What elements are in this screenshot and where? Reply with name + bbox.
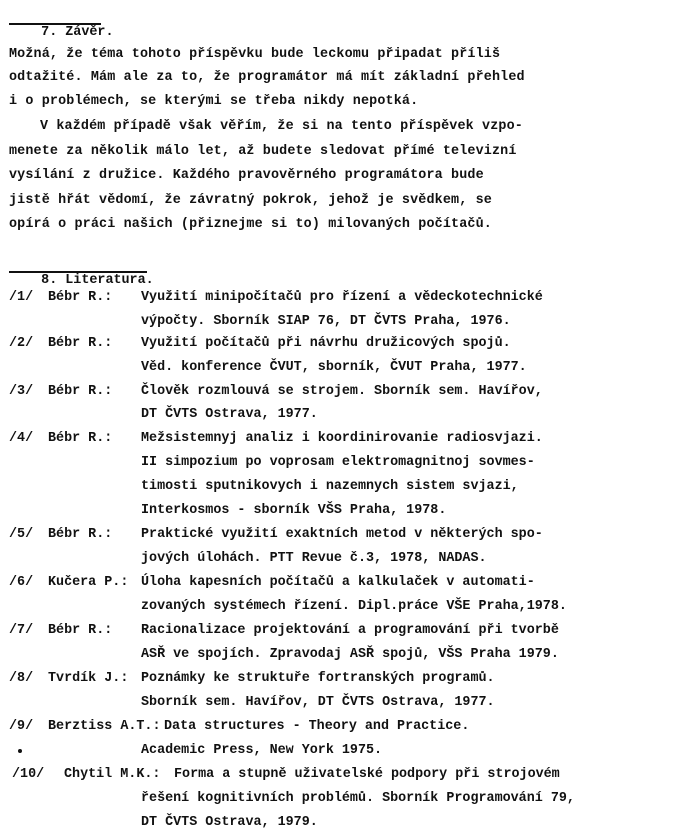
paragraph-line: menete za několik málo let, až budete sledovat přímé televizní xyxy=(9,144,517,159)
reference-text-line: výpočty. Sborník SIAP 76, DT ČVTS Praha, 1976. xyxy=(141,314,511,329)
section-7-heading xyxy=(9,6,113,78)
reference-text-line: Věd. konference ČVUT, sborník, ČVUT Praha, 1977. xyxy=(141,360,527,375)
reference-text-line: DT ČVTS Ostrava, 1977. xyxy=(141,407,318,422)
reference-author: Kučera P.: xyxy=(48,575,129,590)
reference-text-line: jových úlohách. PTT Revue č.3, 1978, NADAS. xyxy=(141,551,487,566)
section-8-title: 8. Literatura. xyxy=(41,273,154,288)
section-7-underline xyxy=(9,23,101,25)
reference-text-line: Mežsistemnyj analiz i koordinirovanie radiosvjazi. xyxy=(141,431,543,446)
reference-author: Bébr R.: xyxy=(48,527,113,542)
stray-dot-mark xyxy=(18,749,22,753)
reference-number: /10/ xyxy=(12,767,45,782)
reference-text-line: II simpozium po voprosam elektromagnitnoj sovmes- xyxy=(141,455,535,470)
reference-number: /7/ xyxy=(9,623,34,638)
reference-text-line: Úloha kapesních počítačů a kalkulaček v automati- xyxy=(141,575,535,590)
section-8-underline xyxy=(9,271,147,273)
reference-number: /1/ xyxy=(9,290,34,305)
reference-author: Tvrdík J.: xyxy=(48,671,129,686)
paragraph-line: i o problémech, se kterými se třeba nikdy nepotká. xyxy=(9,94,419,109)
paragraph-line: V každém případě však věřím, že si na tento příspěvek vzpo- xyxy=(40,119,523,134)
reference-number: /9/ xyxy=(9,719,34,734)
paragraph-line: odtažité. Mám ale za to, že programátor má mít základní přehled xyxy=(9,70,525,85)
reference-author: Bébr R.: xyxy=(48,384,113,399)
reference-text-line: Forma a stupně uživatelské podpory při strojovém xyxy=(174,767,560,782)
reference-text-line: Data structures - Theory and Practice. xyxy=(164,719,470,734)
reference-author: Berztiss A.T.: xyxy=(48,719,161,734)
reference-number: /6/ xyxy=(9,575,34,590)
section-7-title: 7. Závěr. xyxy=(41,25,114,40)
reference-text-line: zovaných systémech řízení. Dipl.práce VŠE Praha,1978. xyxy=(141,599,567,614)
reference-text-line: řešení kognitivních problémů. Sborník Programování 79, xyxy=(141,791,575,806)
reference-author: Bébr R.: xyxy=(48,431,113,446)
reference-text-line: Sborník sem. Havířov, DT ČVTS Ostrava, 1977. xyxy=(141,695,495,710)
reference-author: Bébr R.: xyxy=(48,290,113,305)
paragraph-line: opírá o práci našich (přiznejme si to) milovaných počítačů. xyxy=(9,217,492,232)
reference-text-line: DT ČVTS Ostrava, 1979. xyxy=(141,815,318,830)
reference-text-line: Interkosmos - sborník VŠS Praha, 1978. xyxy=(141,503,447,518)
reference-number: /5/ xyxy=(9,527,34,542)
reference-author: Bébr R.: xyxy=(48,336,113,351)
reference-number: /8/ xyxy=(9,671,34,686)
reference-author: Bébr R.: xyxy=(48,623,113,638)
reference-number: /2/ xyxy=(9,336,34,351)
reference-number: /3/ xyxy=(9,384,34,399)
reference-text-line: Člověk rozmlouvá se strojem. Sborník sem. Havířov, xyxy=(141,384,543,399)
reference-text-line: Využití počítačů při návrhu družicových spojů. xyxy=(141,336,511,351)
reference-text-line: timosti sputnikovych i nazemnych sistem svjazi, xyxy=(141,479,519,494)
paragraph-line: jistě hřát vědomí, že závratný pokrok, jehož je svědkem, se xyxy=(9,193,492,208)
reference-text-line: Využití minipočítačů pro řízení a vědeckotechnické xyxy=(141,290,543,305)
reference-text-line: Poznámky ke struktuře fortranských programů. xyxy=(141,671,495,686)
reference-text-line: Academic Press, New York 1975. xyxy=(141,743,383,758)
paragraph-line: Možná, že téma tohoto příspěvku bude leckomu připadat příliš xyxy=(9,47,501,62)
reference-text-line: Praktické využití exaktních metod v některých spo- xyxy=(141,527,543,542)
reference-text-line: ASŘ ve spojích. Zpravodaj ASŘ spojů, VŠS Praha 1979. xyxy=(141,647,559,662)
reference-text-line: Racionalizace projektování a programování při tvorbě xyxy=(141,623,559,638)
paragraph-line: vysílání z družice. Každého pravověrného programátora bude xyxy=(9,168,484,183)
reference-author: Chytil M.K.: xyxy=(64,767,161,782)
reference-number: /4/ xyxy=(9,431,34,446)
